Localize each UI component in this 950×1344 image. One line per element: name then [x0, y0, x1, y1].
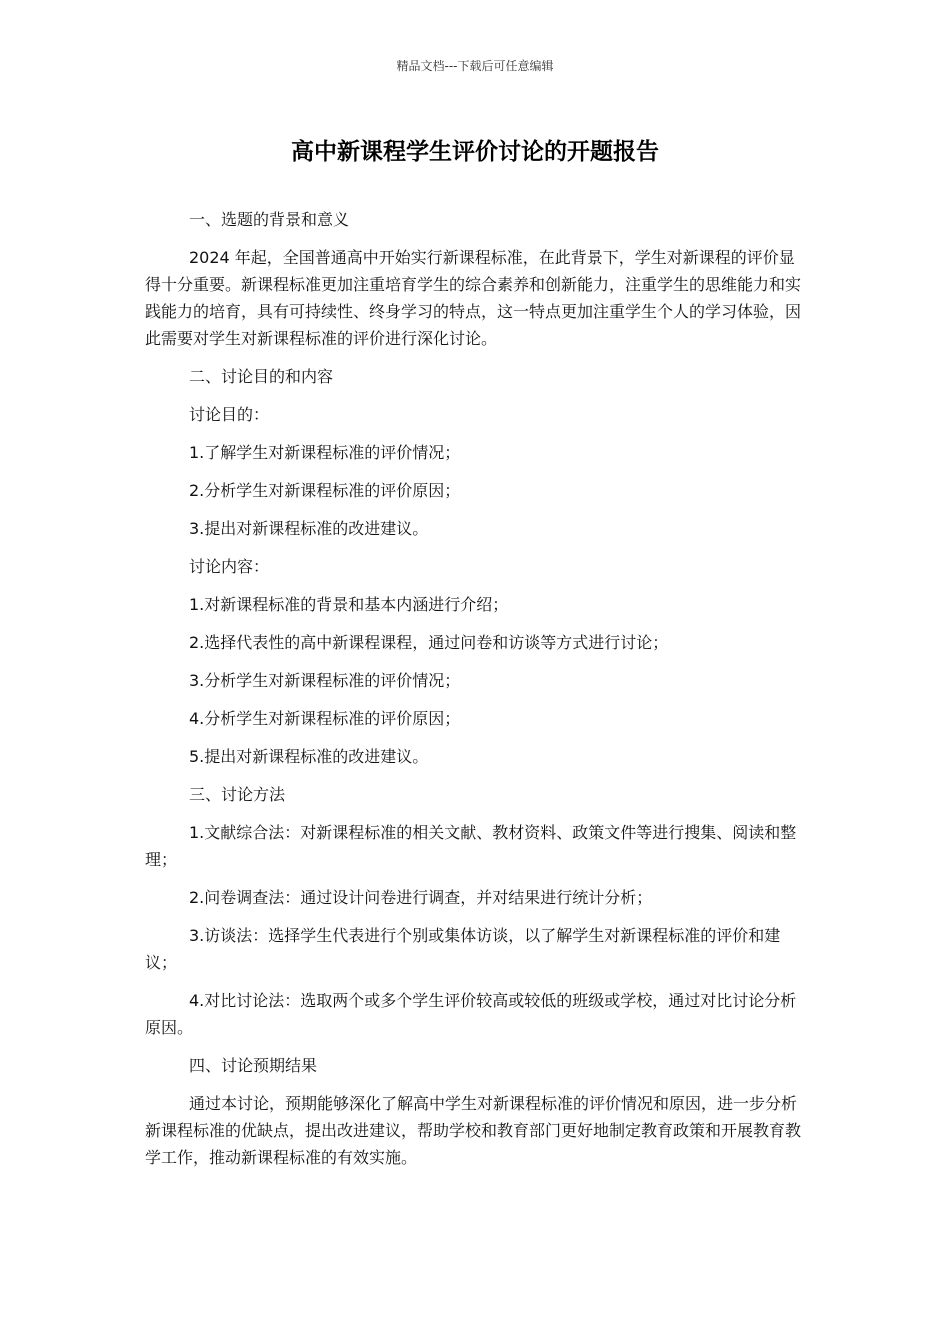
section-heading-expected-results: 四、讨论预期结果 [189, 1056, 318, 1075]
content-item-2: 2.选择代表性的高中新课程课程，通过问卷和访谈等方式进行讨论； [189, 633, 669, 652]
section-heading-background: 一、选题的背景和意义 [189, 210, 350, 229]
purpose-item-3: 3.提出对新课程标准的改进建议。 [189, 519, 429, 538]
page-header-watermark: 精品文档---下载后可任意编辑 [396, 59, 554, 73]
content-item-3: 3.分析学生对新课程标准的评价情况； [189, 671, 461, 690]
section-heading-methods: 三、讨论方法 [189, 785, 286, 804]
purpose-item-1: 1.了解学生对新课程标准的评价情况； [189, 443, 461, 462]
purpose-item-2: 2.分析学生对新课程标准的评价原因； [189, 481, 461, 500]
method-item-4: 4.对比讨论法：选取两个或多个学生评价较高或较低的班级或学校，通过对比讨论分析原因。 [145, 991, 797, 1037]
subheading-purpose: 讨论目的： [189, 405, 270, 424]
content-item-5: 5.提出对新课程标准的改进建议。 [189, 747, 429, 766]
background-paragraph: 2024 年起，全国普通高中开始实行新课程标准，在此背景下，学生对新课程的评价显得十分重要。新课程标准更加注重培育学生的综合素养和创新能力，注重学生的思维能力和实践能力的培育，具有可持续性、终身学习的特点，这一特点更加注重学生个人的学习体验，因此需要对学生对新课程标准的评价进行深化讨论。 [145, 248, 802, 348]
document-title: 高中新课程学生评价讨论的开题报告 [291, 139, 659, 165]
subheading-content: 讨论内容： [189, 557, 270, 576]
expected-results-paragraph: 通过本讨论，预期能够深化了解高中学生对新课程标准的评价情况和原因，进一步分析新课程标准的优缺点，提出改进建议，帮助学校和教育部门更好地制定教育政策和开展教育教学工作，推动新课程标准的有效实施。 [145, 1094, 802, 1167]
method-item-2: 2.问卷调查法：通过设计问卷进行调查，并对结果进行统计分析； [189, 888, 653, 907]
document-body [145, 206, 805, 1182]
content-item-4: 4.分析学生对新课程标准的评价原因； [189, 709, 461, 728]
content-item-1: 1.对新课程标准的背景和基本内涵进行介绍； [189, 595, 509, 614]
section-heading-purpose-content: 二、讨论目的和内容 [189, 367, 334, 386]
method-item-3: 3.访谈法：选择学生代表进行个别或集体访谈，以了解学生对新课程标准的评价和建议； [145, 926, 781, 972]
method-item-1: 1.文献综合法：对新课程标准的相关文献、教材资料、政策文件等进行搜集、阅读和整理； [145, 823, 797, 869]
